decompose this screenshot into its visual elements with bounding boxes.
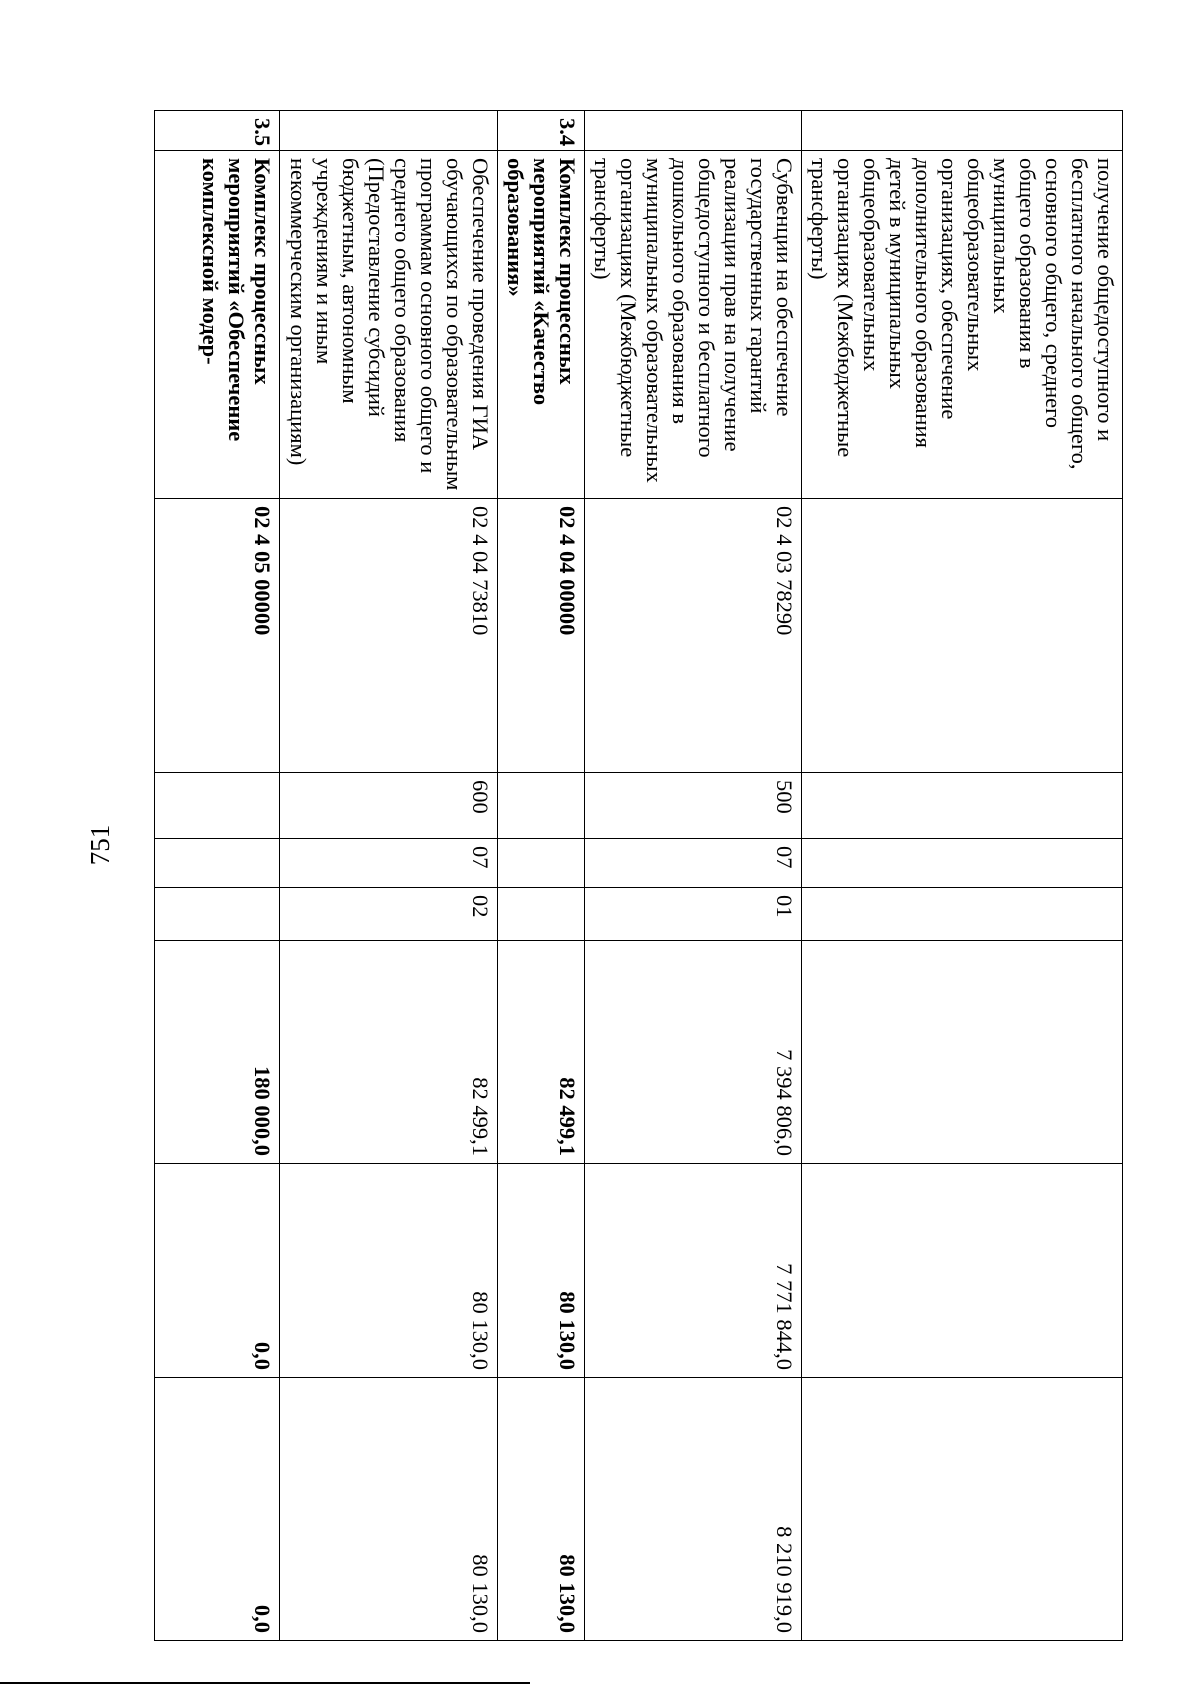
row-number	[802, 111, 1123, 151]
row-year3	[802, 1378, 1123, 1641]
row-year2: 80 130,0	[280, 1164, 498, 1378]
row-kbk	[802, 499, 1123, 773]
row-vr: 600	[280, 773, 498, 839]
row-rz	[802, 839, 1123, 888]
row-year2: 7 771 844,0	[585, 1164, 802, 1378]
row-name: Комплекс процессных мероприятий «Обеспечение комплексной модер-	[155, 151, 280, 499]
table-row	[155, 111, 280, 1641]
row-pr	[155, 888, 280, 941]
row-year1: 82 499,1	[280, 941, 498, 1164]
row-pr: 02	[280, 888, 498, 941]
row-year1	[802, 941, 1123, 1164]
row-number: 3.4	[498, 111, 585, 151]
row-year3: 80 130,0	[498, 1378, 585, 1641]
table-row	[280, 111, 498, 1641]
row-number	[280, 111, 498, 151]
row-year3: 0,0	[155, 1378, 280, 1641]
row-name: Обеспечение проведения ГИА обучающихся по образовательным программам основного общего и среднего общего образования (Предоставление субсидий бюджетным, автономным учреждениям и иным некоммерческим организациям)	[280, 151, 498, 499]
row-name: Субвенции на обеспечение государственных гарантий реализации прав на получение общедоступного и бесплатного дошкольного образования в муниципальных образовательных организациях (Межбюджетные трансферты)	[585, 151, 802, 499]
row-pr	[802, 888, 1123, 941]
row-rz	[155, 839, 280, 888]
row-pr	[498, 888, 585, 941]
row-number: 3.5	[155, 111, 280, 151]
row-kbk: 02 4 05 00000	[155, 499, 280, 773]
table-row	[802, 111, 1123, 1641]
row-number	[585, 111, 802, 151]
row-year1: 180 000,0	[155, 941, 280, 1164]
row-year2	[802, 1164, 1123, 1378]
row-vr	[155, 773, 280, 839]
budget-table	[154, 110, 1123, 1641]
table-row	[498, 111, 585, 1641]
row-vr	[498, 773, 585, 839]
row-year1: 7 394 806,0	[585, 941, 802, 1164]
table-row	[585, 111, 802, 1641]
row-vr: 500	[585, 773, 802, 839]
row-year3: 80 130,0	[280, 1378, 498, 1641]
footer-rule	[0, 1682, 530, 1684]
row-year2: 0,0	[155, 1164, 280, 1378]
row-kbk: 02 4 04 00000	[498, 499, 585, 773]
row-rz: 07	[280, 839, 498, 888]
row-pr: 01	[585, 888, 802, 941]
table-body	[155, 111, 1123, 1641]
row-kbk: 02 4 03 78290	[585, 499, 802, 773]
row-year1: 82 499,1	[498, 941, 585, 1164]
row-name: Комплекс процессных мероприятий «Качество образования»	[498, 151, 585, 499]
row-rz: 07	[585, 839, 802, 888]
row-year2: 80 130,0	[498, 1164, 585, 1378]
rotated-table-container	[195, 110, 1123, 1633]
page-number: 751	[85, 824, 115, 866]
row-rz	[498, 839, 585, 888]
row-kbk: 02 4 04 73810	[280, 499, 498, 773]
row-vr	[802, 773, 1123, 839]
row-name: получение общедоступного и бесплатного начального общего, основного общего, среднего общего образования в муниципальных общеобразовательных организациях, обеспечение дополнительного образования детей в муниципальных общеобразовательных организациях (Межбюджетные трансферты)	[802, 151, 1123, 499]
row-year3: 8 210 919,0	[585, 1378, 802, 1641]
